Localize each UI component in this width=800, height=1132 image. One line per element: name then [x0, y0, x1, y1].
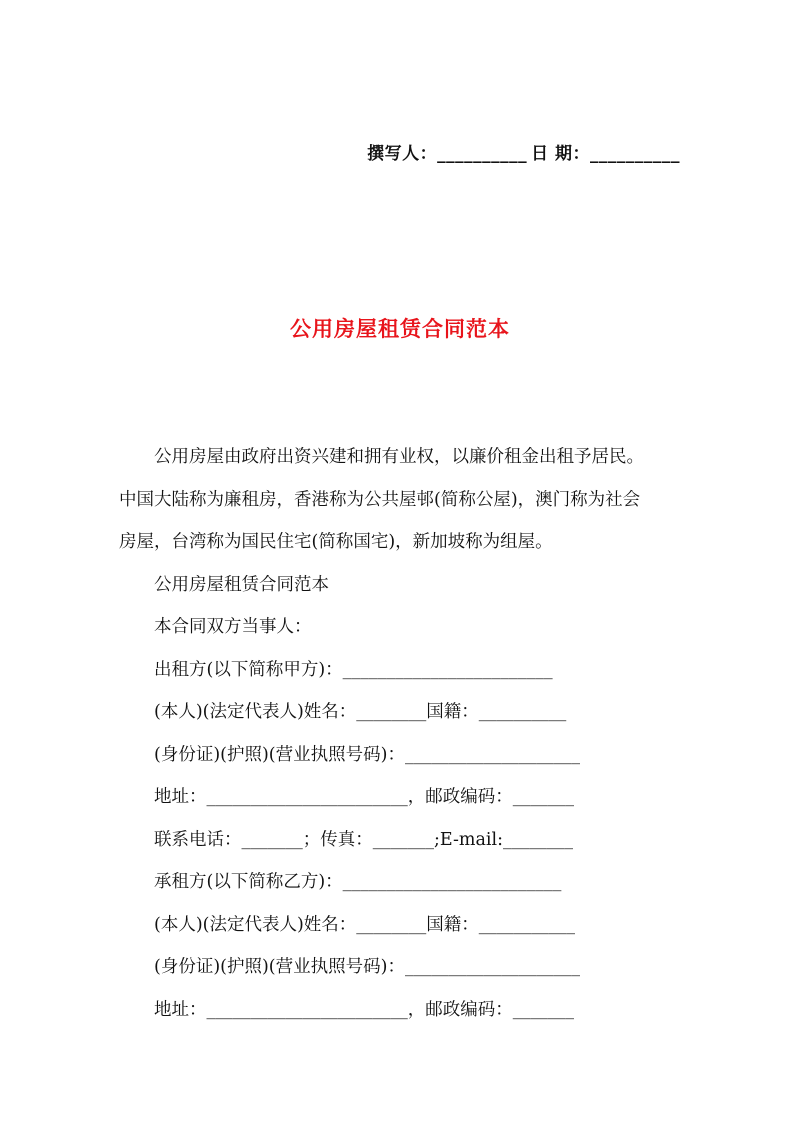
author-blank: __________: [437, 144, 528, 164]
lessee-address-line: 地址：_______________________，邮政编码：_______: [154, 999, 574, 1020]
intro-line-3: 房屋，台湾称为国民住宅(简称国宅)，新加坡称为组屋。: [119, 532, 553, 552]
author-date-line: [367, 139, 680, 164]
parties-heading: 本合同双方当事人：: [154, 617, 312, 637]
lessor-line: 出租方(以下简称甲方)：________________________: [154, 659, 553, 680]
lessee-name-nationality-line: (本人)(法定代表人)姓名：________国籍：___________: [154, 914, 576, 935]
intro-line-2: 中国大陆称为廉租房，香港称为公共屋邨(简称公屋)，澳门称为社会: [119, 489, 641, 510]
document-title: 公用房屋租赁合同范本: [290, 316, 510, 341]
lessor-id-line: (身份证)(护照)(营业执照号码)：____________________: [154, 744, 580, 765]
date-label: 日 期：: [531, 144, 590, 164]
lessor-contact-line: 联系电话：_______；传真：_______;E-mail:________: [154, 829, 574, 850]
subtitle-line: 公用房屋租赁合同范本: [154, 574, 329, 595]
document-body: [119, 436, 699, 1031]
date-blank: __________: [590, 144, 680, 164]
lessor-address-line: 地址：_______________________，邮政编码：_______: [154, 787, 574, 807]
intro-paragraph: [119, 436, 699, 564]
author-label: 撰写人：: [367, 144, 438, 164]
lessee-id-line: (身份证)(护照)(营业执照号码)：____________________: [154, 957, 580, 977]
intro-line-1: 公用房屋由政府出资兴建和拥有业权，以廉价租金出租予居民。: [154, 447, 644, 467]
lessor-name-nationality-line: (本人)(法定代表人)姓名：________国籍：__________: [154, 702, 567, 722]
lessee-line: 承租方(以下简称乙方)：_________________________: [154, 872, 562, 892]
